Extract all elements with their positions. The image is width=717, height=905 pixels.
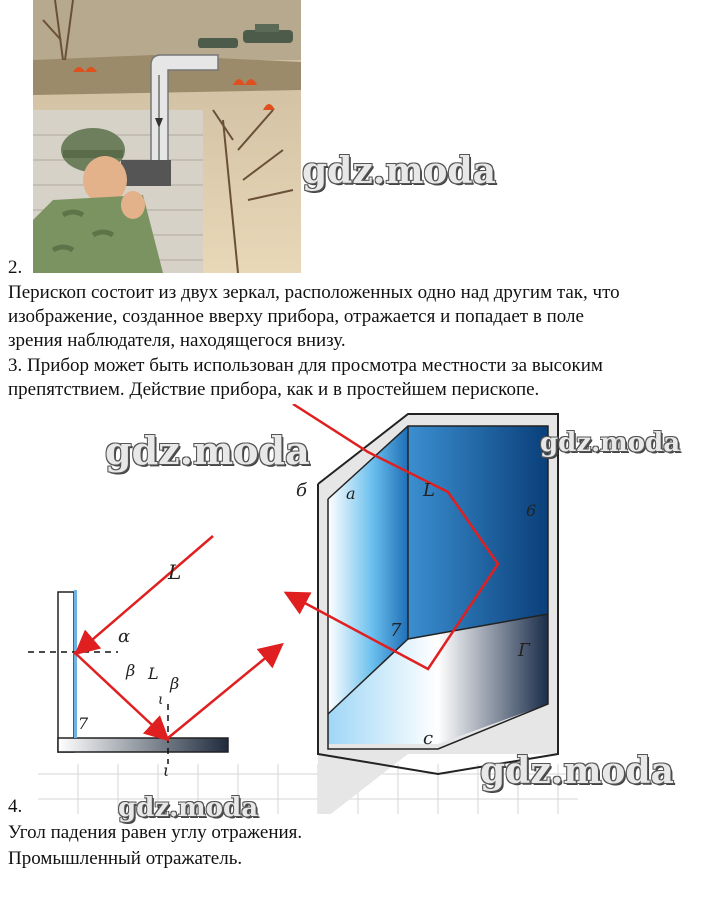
watermark: gdz.moda [540, 428, 681, 458]
answer-line: Угол падения равен углу отражения. [8, 822, 303, 843]
answer-line: Перископ состоит из двух зеркал, расположенных одно над другим так, что [8, 282, 620, 303]
watermark: gdz.moda [480, 750, 674, 792]
item-number: 3. [8, 355, 23, 376]
label-7b: 7 [78, 714, 89, 733]
answer-line: препятствием. Действие прибора, как и в простейшем перископе. [8, 379, 540, 400]
watermark: gdz.moda [118, 793, 259, 823]
label-b: б [296, 480, 307, 501]
answer-line [8, 355, 603, 377]
label-L1: L [423, 480, 435, 501]
label-c: с [423, 728, 434, 749]
label-6: 6 [526, 501, 537, 520]
corner-reflector [28, 536, 280, 764]
label-alpha: α [118, 626, 131, 647]
label-L2: L [168, 560, 182, 584]
label-7: 7 [390, 620, 402, 641]
label-L3: L [148, 664, 159, 683]
periscope-soldier-illustration [33, 0, 301, 273]
answer-line-text: Прибор может быть использован для просмотра местности за высоким [27, 355, 603, 376]
item-number: 2. [8, 257, 23, 278]
label-i2: ι [163, 761, 170, 780]
label-beta1: β [126, 661, 136, 680]
item-number: 4. [8, 796, 23, 817]
label-beta2: β [170, 674, 180, 693]
label-G: Г [518, 640, 530, 661]
answer-line: зрения наблюдателя, находящегося внизу. [8, 330, 346, 351]
label-a: а [346, 484, 356, 503]
watermark: gdz.moda [105, 428, 310, 473]
watermark: gdz.moda [302, 150, 496, 192]
answer-line: Промышленный отражатель. [8, 848, 243, 869]
label-i1: ι [158, 692, 164, 708]
answer-line: изображение, созданное вверху прибора, отражается и попадает в поле [8, 306, 584, 327]
